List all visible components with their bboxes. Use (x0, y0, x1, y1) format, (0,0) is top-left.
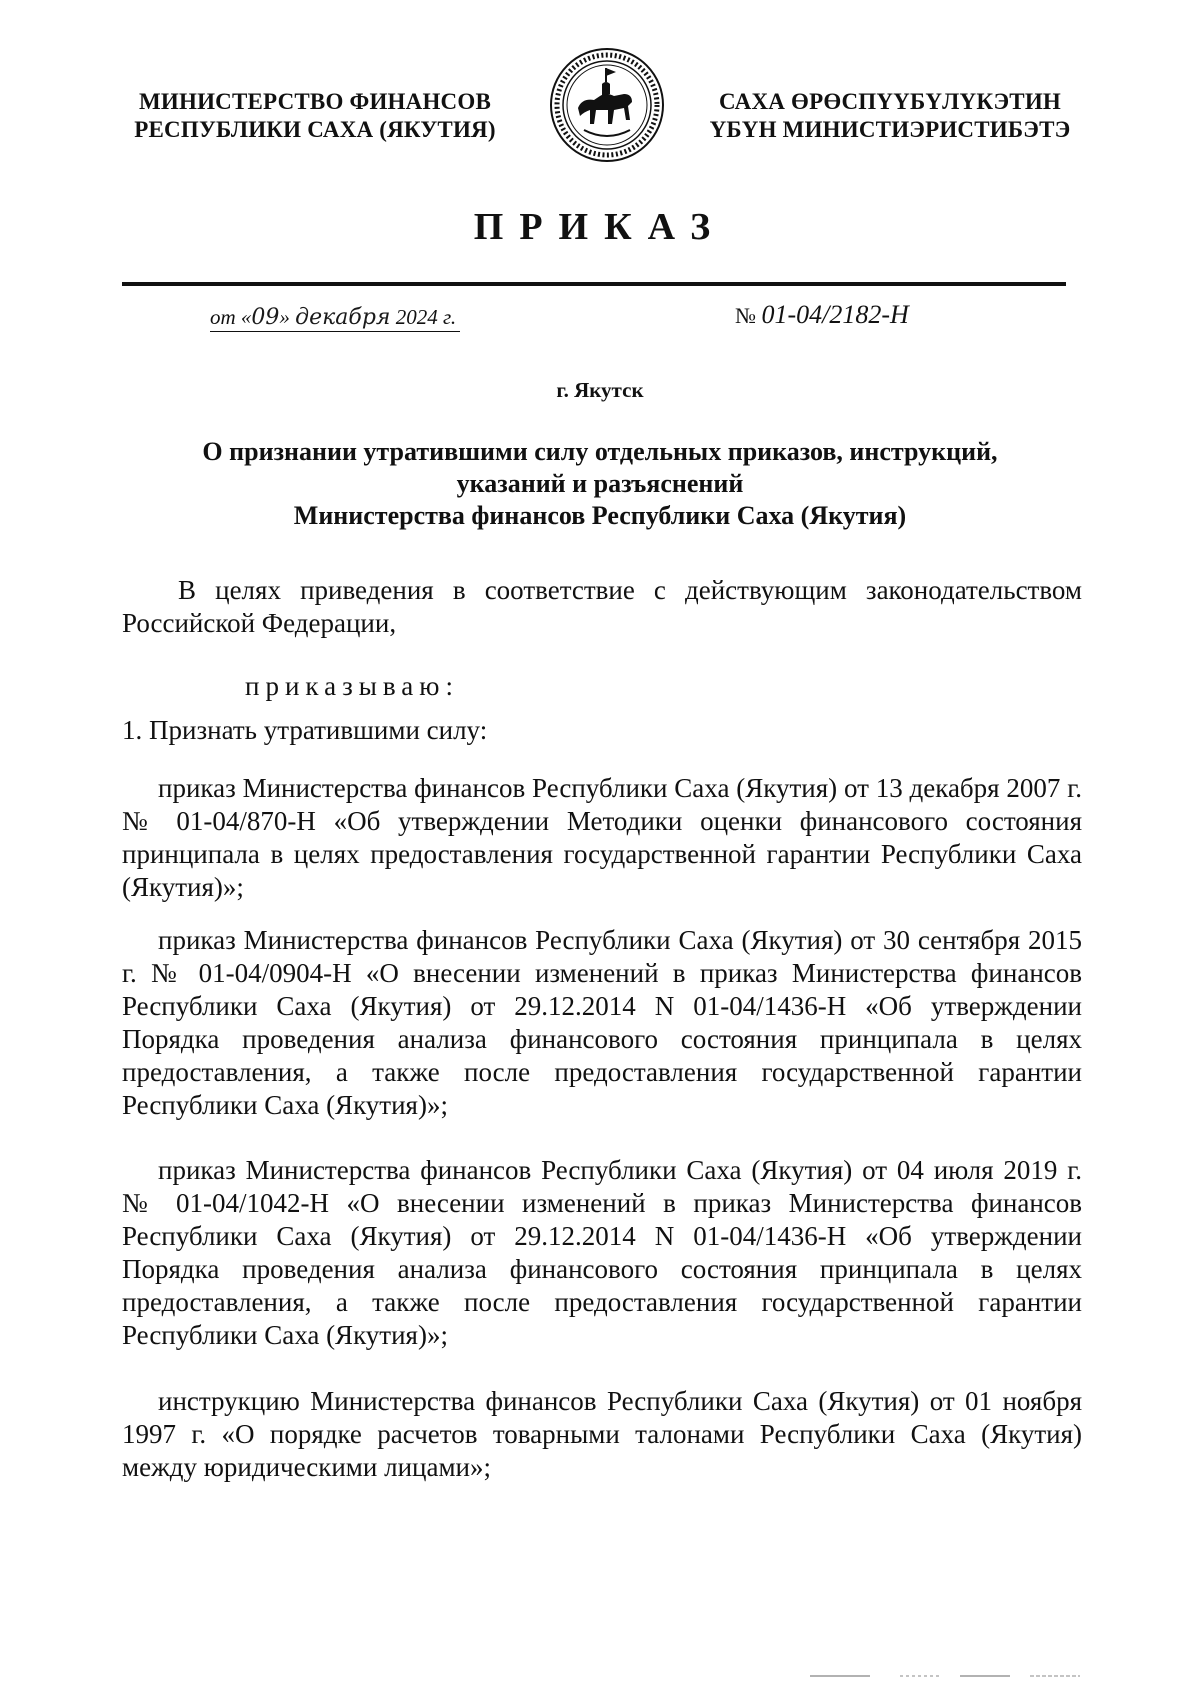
ministry-name-russian (120, 88, 510, 144)
revoked-order-paragraph: приказ Министерства финансов Республики Саха (Якутия) от 13 декабря 2007 г. № 01-04/870-Н «Об утверждении Методики оценки финансового состояния принципала в целях предоставления государственной гарантии Республики Саха (Якутия)»; (122, 773, 1082, 902)
number-value: 01-04/2182-Н (761, 300, 909, 329)
order-date (210, 305, 460, 332)
date-year: 2024 г. (390, 305, 457, 329)
ministry-name-russian-line1: МИНИСТЕРСТВО ФИНАНСОВ (138, 89, 491, 114)
ministry-name-russian-line2: РЕСПУБЛИКИ САХА (ЯКУТИЯ) (134, 117, 496, 142)
date-mid: » (279, 305, 296, 329)
order-word: приказываю: (245, 671, 459, 701)
revoked-instruction-paragraph: инструкцию Министерства финансов Республики Саха (Якутия) от 01 ноября 1997 г. «О порядке расчетов товарными талонами Республики Саха (Якутия) между юридическими лицами»; (122, 1386, 1082, 1482)
header-divider (122, 282, 1066, 286)
subject-line1: О признании утратившими силу отдельных приказов, инструкций, (202, 437, 998, 466)
number-label: № (735, 303, 756, 328)
document-type-title: ПРИКАЗ (473, 206, 727, 248)
scan-artifact-divider (810, 1666, 1080, 1672)
subject-line2: указаний и разъяснений (456, 469, 744, 498)
order-number (735, 300, 909, 330)
city: г. Якутск (556, 378, 644, 402)
date-day: 09 (251, 305, 280, 330)
date-prefix: от « (210, 305, 252, 329)
revoked-order-paragraph: приказ Министерства финансов Республики Саха (Якутия) от 30 сентября 2015 г. № 01-04/0904-Н «О внесении изменений в приказ Министерства финансов Республики Саха (Якутия) от 29.12.2014 N 01-04/1436-Н «Об утверждении Порядка проведения анализа финансового состояния принципала в целях предоставления, а также после предоставления государственной гарантии Республики Саха (Якутия)»; (122, 925, 1082, 1120)
date-month: декабря (295, 305, 391, 330)
revoked-order-paragraph: приказ Министерства финансов Республики Саха (Якутия) от 04 июля 2019 г. № 01-04/1042-Н «О внесении изменений в приказ Министерства финансов Республики Саха (Якутия) от 29.12.2014 N 01-04/1436-Н «Об утверждении Порядка проведения анализа финансового состояния принципала в целях предоставления, а также после предоставления государственной гарантии Республики Саха (Якутия)»; (122, 1155, 1082, 1350)
coat-of-arms-icon (548, 46, 666, 164)
subject-line3: Министерства финансов Республики Саха (Якутия) (293, 501, 907, 530)
ministry-name-yakut (690, 88, 1090, 144)
ministry-name-yakut-line1: САХА ӨРӨСПҮҮБҮЛҮКЭТИН (718, 89, 1062, 114)
order-subject (130, 436, 1070, 532)
item-1-heading: 1. Признать утратившими силу: (122, 715, 488, 745)
ministry-name-yakut-line2: ҮБҮН МИНИСТИЭРИСТИБЭТЭ (709, 117, 1071, 142)
preamble-paragraph: В целях приведения в соответствие с действующим законодательством Российской Федерации, (122, 575, 1082, 638)
